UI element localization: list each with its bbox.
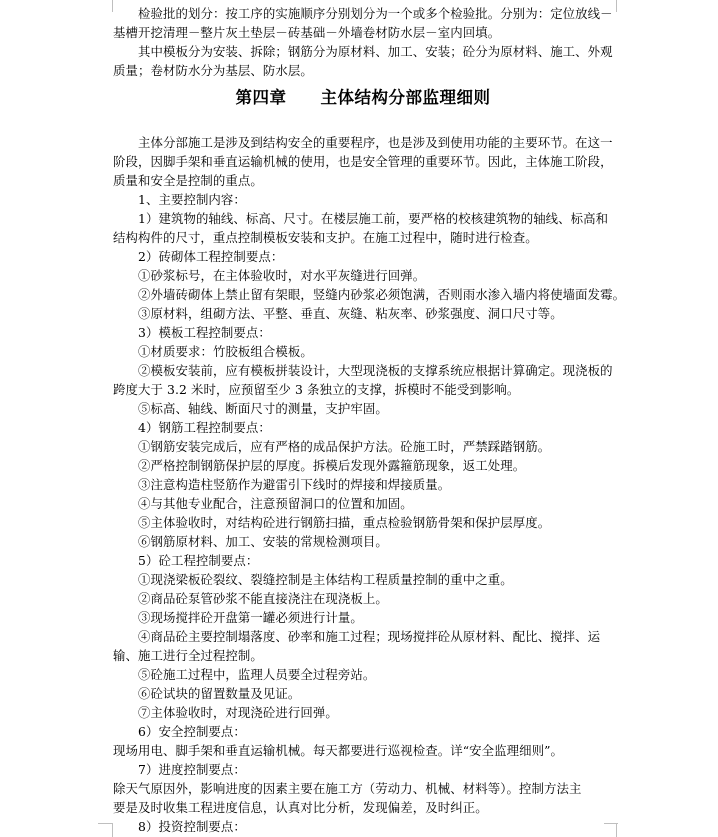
paragraph-line: 1）建筑物的轴线、标高、尺寸。在楼层施工前，要严格的校核建筑物的轴线、标高和 <box>138 211 609 226</box>
paragraph-line: 除天气原因外，影响进度的因素主要在施工方（劳动力、机械、材料等）。控制方法主 <box>113 781 582 796</box>
subsection-heading: 4）钢筋工程控制要点： <box>138 420 271 435</box>
list-item: ②外墙砖砌体上禁止留有架眼，竖缝内砂浆必须饱满，否则雨水渗入墙内将使墙面发霉。 <box>138 287 626 302</box>
list-item: ⑤主体验收时，对结构砼进行钢筋扫描，重点检验钢筋骨架和保护层厚度。 <box>138 515 551 530</box>
page-corner-mark <box>98 823 112 824</box>
subsection-heading: 7）进度控制要点： <box>138 762 246 777</box>
paragraph-line: 结构构件的尺寸，重点控制模板安装和支护。在施工过程中，随时进行检查。 <box>113 230 538 245</box>
paragraph-line: 其中模板分为安装、拆除；钢筋分为原材料、加工、安装；砼分为原材料、施工、外观 <box>138 44 613 59</box>
list-item: ②模板安装前，应有模板拼装设计，大型现浇板的支撑系统应根据计算确定。现浇板的 <box>138 363 613 378</box>
list-item: ④与其他专业配合，注意预留洞口的位置和加固。 <box>138 496 413 511</box>
list-item: ⑤砼施工过程中，监理人员要全过程旁站。 <box>138 667 376 682</box>
list-item: ⑥钢筋原材料、加工、安装的常规检测项目。 <box>138 534 388 549</box>
list-item: ①材质要求：竹胶板组合模板。 <box>138 344 313 359</box>
paragraph-line: 现场用电、脚手架和垂直运输机械。每天都要进行巡视检查。详“安全监理细则”。 <box>113 743 564 758</box>
list-item: ④商品砼主要控制塌落度、砂率和施工过程；现场搅拌砼从原材料、配比、搅拌、运 <box>138 629 601 644</box>
page-corner-mark <box>92 0 113 12</box>
section-heading: 1、主要控制内容： <box>138 192 246 207</box>
subsection-heading: 2）砖砌体工程控制要点： <box>138 249 284 264</box>
chapter-heading: 第四章 主体结构分部监理细则 <box>235 88 491 107</box>
list-item: ①现浇梁板砼裂纹、裂缝控制是主体结构工程质量控制的重中之重。 <box>138 572 513 587</box>
page-corner-mark <box>92 823 113 837</box>
paragraph-line: 主体分部施工是涉及到结构安全的重要程序，也是涉及到使用功能的主要环节。在这一 <box>138 135 613 150</box>
paragraph-line: 质量和安全是控制的重点。 <box>113 173 263 188</box>
subsection-heading: 6）安全控制要点： <box>138 724 246 739</box>
list-item-continuation: 输、施工进行全过程控制。 <box>113 648 263 663</box>
list-item: ⑥砼试块的留置数量及见证。 <box>138 686 301 701</box>
list-item: ③现场搅拌砼开盘第一罐必须进行计量。 <box>138 610 363 625</box>
paragraph-line: 检验批的划分：按工序的实施顺序分别划分为一个或多个检验批。分别为：定位放线－ <box>138 6 613 21</box>
list-item: ⑦主体验收时，对现浇砼进行回弹。 <box>138 705 338 720</box>
subsection-heading: 3）模板工程控制要点： <box>138 325 271 340</box>
paragraph-line: 要是及时收集工程进度信息，认真对比分析，发现偏差，及时纠正。 <box>113 800 488 815</box>
list-item: ③原材料，组砌方法、平整、垂直、灰缝、粘灰率、砂浆强度、洞口尺寸等。 <box>138 306 563 321</box>
list-item-continuation: 跨度大于 3.2 米时，应预留至少 3 条独立的支撑，拆模时不能受到影响。 <box>113 382 520 397</box>
paragraph-line: 阶段，因脚手架和垂直运输机械的使用，也是安全管理的重要环节。因此，主体施工阶段， <box>113 154 613 169</box>
paragraph-line: 质量；卷材防水分为基层、防水层。 <box>113 63 313 78</box>
list-item: ⑤标高、轴线、断面尺寸的测量，支护牢固。 <box>138 401 388 416</box>
list-item: ①钢筋安装完成后，应有严格的成品保护方法。砼施工时，严禁踩踏钢筋。 <box>138 439 551 454</box>
list-item: ③注意构造柱竖筋作为避雷引下线时的焊接和焊接质量。 <box>138 477 451 492</box>
subsection-heading: 8）投资控制要点： <box>138 819 246 834</box>
subsection-heading: 5）砼工程控制要点： <box>138 553 259 568</box>
list-item: ①砂浆标号，在主体验收时，对水平灰缝进行回弹。 <box>138 268 426 283</box>
list-item: ②商品砼泵管砂浆不能直接浇注在现浇板上。 <box>138 591 388 606</box>
paragraph-line: 基槽开挖清理－整片灰土垫层－砖基础－外墙卷材防水层－室内回填。 <box>113 25 501 40</box>
list-item: ②严格控制钢筋保护层的厚度。拆模后发现外露箍筋现象，返工处理。 <box>138 458 526 473</box>
